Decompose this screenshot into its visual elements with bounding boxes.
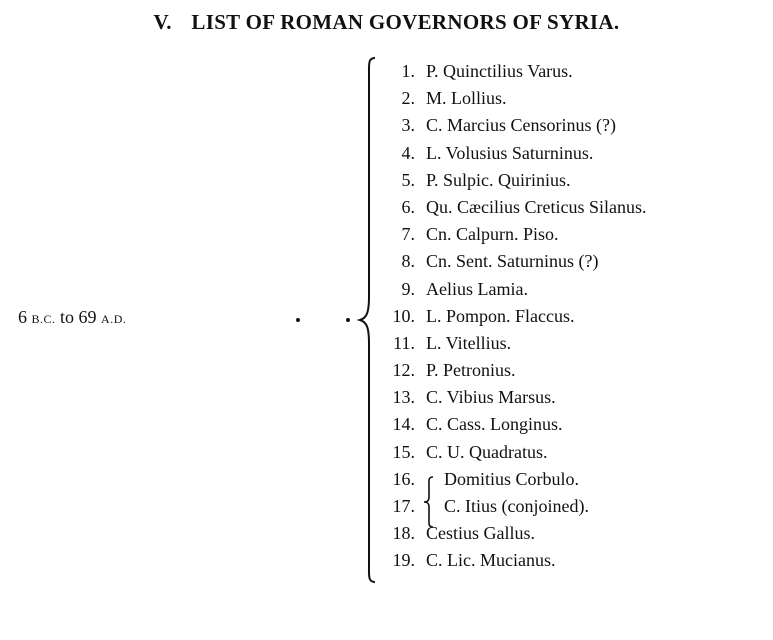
governor-name: M. Lollius. [426, 88, 507, 109]
governor-name: C. Marcius Censorinus (?) [426, 115, 616, 136]
small-brace-icon [421, 474, 435, 530]
governor-list [380, 58, 647, 575]
section-title: LIST OF ROMAN GOVERNORS OF SYRIA. [191, 10, 620, 34]
governor-number: 14. [392, 414, 415, 435]
governor-number: 4. [401, 142, 415, 163]
governor-number: 18. [392, 523, 415, 544]
governor-name: Cn. Sent. Saturninus (?) [426, 251, 599, 272]
governor-number: 8. [401, 251, 415, 272]
governor-number: 10. [392, 305, 415, 326]
list-item [380, 58, 647, 85]
leader-dot [346, 318, 350, 322]
list-item [380, 112, 647, 139]
governor-number: 17. [392, 496, 415, 516]
governor-name: P. Petronius. [426, 360, 516, 381]
governor-name: Qu. Cæcilius Creticus Silanus. [426, 196, 647, 217]
list-item [380, 194, 647, 221]
governor-name: L. Vitellius. [426, 332, 512, 353]
governor-name: Aelius Lamia. [426, 278, 528, 299]
list-item [380, 85, 647, 112]
governor-name: P. Quinctilius Varus. [426, 61, 573, 81]
governor-number: 6. [401, 196, 415, 217]
governor-name: C. Vibius Marsus. [426, 387, 556, 408]
list-item [380, 248, 647, 275]
governor-number: 3. [401, 115, 415, 136]
governor-name: L. Pompon. Flaccus. [426, 305, 575, 326]
governor-name: P. Sulpic. Quirinius. [426, 169, 571, 190]
governor-number: 16. [392, 468, 415, 489]
list-item [380, 466, 647, 493]
governor-name: C. Itius (conjoined). [444, 496, 589, 516]
governor-name: Cn. Calpurn. Piso. [426, 224, 559, 245]
governor-name: Cestius Gallus. [426, 523, 536, 544]
governor-number: 12. [392, 360, 415, 381]
list-item [380, 330, 647, 357]
governor-name: Domitius Corbulo. [444, 468, 580, 489]
governor-number: 13. [392, 387, 415, 408]
leader-dot [296, 318, 300, 322]
list-item [380, 357, 647, 384]
list-item [380, 276, 647, 303]
list-item [380, 140, 647, 167]
governor-number: 9. [401, 278, 415, 299]
list-item [380, 439, 647, 466]
governor-number: 5. [401, 169, 415, 190]
governor-number: 7. [401, 224, 415, 245]
list-item [380, 303, 647, 330]
page-title [0, 10, 773, 35]
range-end-number: 69 [78, 307, 97, 327]
range-to-word: to [60, 307, 75, 327]
governor-number: 19. [392, 550, 415, 571]
governor-name: L. Volusius Saturninus. [426, 142, 594, 163]
governor-name: C. Lic. Mucianus. [426, 550, 556, 571]
list-item [380, 221, 647, 248]
list-item [380, 411, 647, 438]
range-start-number: 6 [18, 307, 27, 327]
date-range-label [18, 307, 126, 328]
list-item [380, 493, 647, 520]
list-item [380, 520, 647, 547]
list-item [380, 384, 647, 411]
list-item [380, 547, 647, 574]
governor-number: 11. [393, 332, 415, 353]
section-numeral: V. [153, 10, 172, 34]
large-brace-icon [356, 56, 378, 586]
range-start-era: B.C. [31, 312, 56, 326]
governor-name: C. U. Quadratus. [426, 441, 548, 462]
governor-name: C. Cass. Longinus. [426, 414, 563, 435]
governor-number: 15. [392, 441, 415, 462]
range-end-era: A.D. [101, 312, 127, 326]
governor-number: 1. [401, 61, 415, 81]
governor-number: 2. [401, 88, 415, 109]
list-item [380, 167, 647, 194]
